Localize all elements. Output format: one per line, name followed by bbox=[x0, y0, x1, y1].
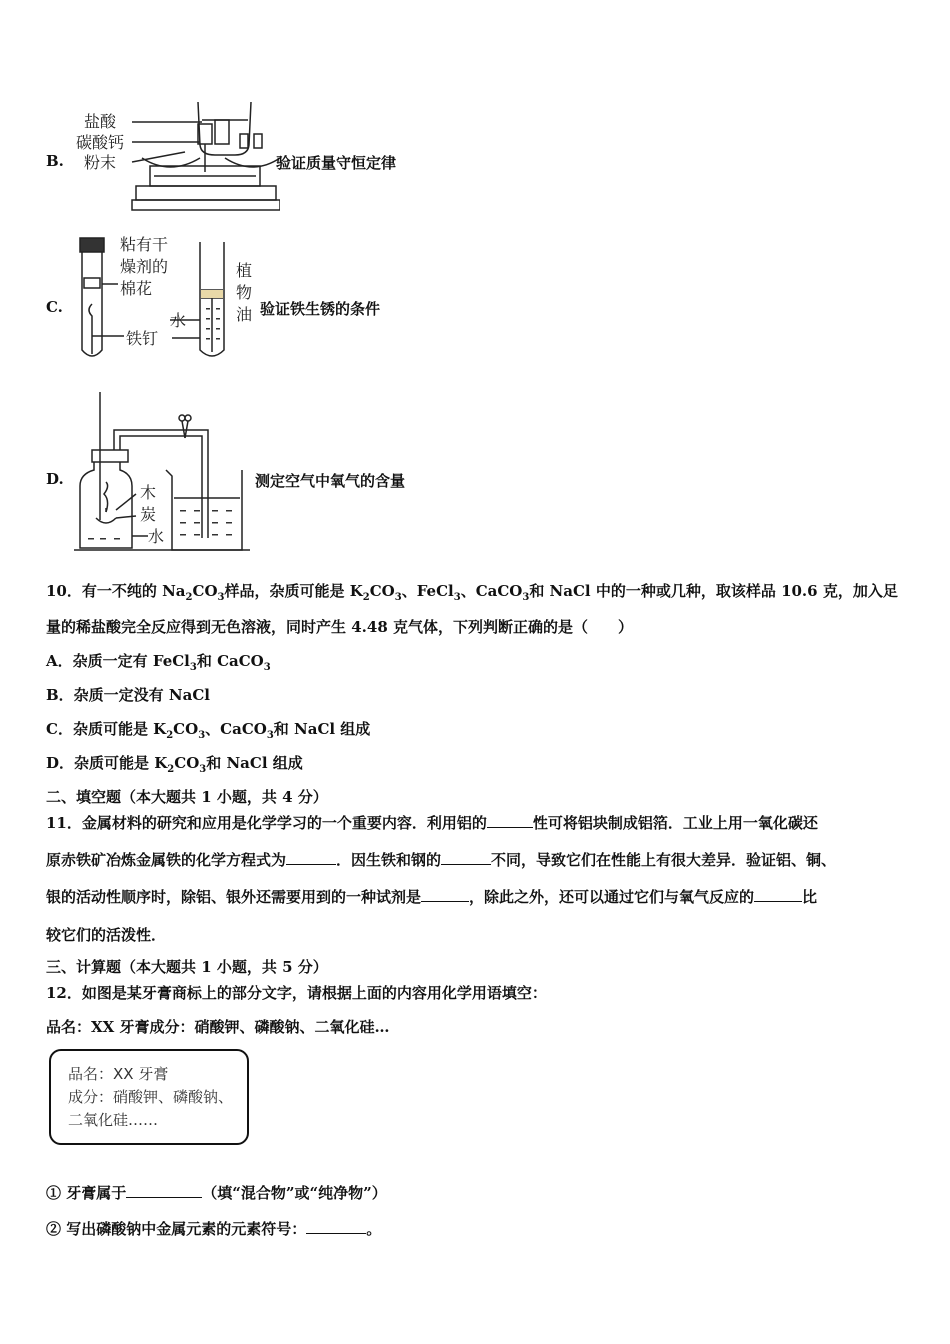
label-water: 水 bbox=[170, 311, 187, 330]
q12-sub1: ① 牙膏属于 （填“混合物”或“纯净物”） bbox=[46, 1184, 387, 1202]
q11-line4: 较它们的活泼性． bbox=[46, 926, 167, 944]
q10-option-c[interactable]: C．杂质可能是 $K_2CO_3$、CaCO$_3$和 NaCl 组成 bbox=[46, 720, 371, 741]
option-b-caption: 验证质量守恒定律 bbox=[276, 154, 397, 172]
option-d-letter: D. bbox=[46, 470, 64, 488]
option-d-caption: 测定空气中氧气的含量 bbox=[255, 472, 406, 490]
balance-figure bbox=[70, 100, 280, 215]
box-line-3: 二氧化硅…… bbox=[68, 1111, 159, 1129]
label-oil2: 物 bbox=[236, 283, 253, 302]
label-hcl: 盐酸 bbox=[84, 112, 117, 131]
section-2-heading: 二、填空题（本大题共 1 小题，共 4 分） bbox=[46, 788, 328, 806]
q10-option-a[interactable]: A．杂质一定有 FeCl$_3$和 CaCO$_3$ bbox=[46, 652, 271, 673]
q11-blank-5[interactable] bbox=[754, 886, 802, 902]
label-caco3: 碳酸钙 bbox=[76, 133, 125, 152]
q11-blank-3[interactable] bbox=[441, 849, 491, 865]
q11-line2: 原赤铁矿冶炼金属铁的化学方程式为 ．因生铁和钢的 不同，导致它们在性能上有很大差异．验证铝、铜、 bbox=[46, 851, 837, 869]
q12-intro: 12．如图是某牙膏商标上的部分文字，请根据上面的内容用化学用语填空： bbox=[46, 984, 547, 1002]
q10-line1: 10．有一不纯的 $Na_2CO_3$样品，杂质可能是 $K_2CO_3$、FeCl$_3$、CaCO$_3$和 NaCl 中的一种或几种，取该样品 10.6 克，加入足 bbox=[46, 582, 898, 603]
q10-option-d[interactable]: D．杂质可能是 $K_2CO_3$和 NaCl 组成 bbox=[46, 754, 303, 775]
q12-product-text: 品名：XX 牙膏成分：硝酸钾、磷酸钠、二氧化硅… bbox=[46, 1018, 390, 1036]
option-c-caption: 验证铁生锈的条件 bbox=[260, 300, 381, 318]
label-cotton: 棉花 bbox=[120, 279, 153, 298]
iron-rust-figure bbox=[70, 232, 260, 367]
q10-option-b[interactable]: B．杂质一定没有 NaCl bbox=[46, 686, 210, 704]
label-charcoal1: 木 bbox=[140, 483, 157, 502]
q11-line1: 11．金属材料的研究和应用是化学学习的一个重要内容．利用铝的 性可将铝块制成铝箔．工业上用一氧化碳还 bbox=[46, 814, 818, 832]
q12-sub2: ② 写出磷酸钠中金属元素的元素符号： 。 bbox=[46, 1220, 382, 1238]
label-charcoal2: 炭 bbox=[140, 505, 157, 524]
label-drying1: 粘有干 bbox=[120, 235, 169, 254]
option-b-letter: B. bbox=[46, 152, 64, 170]
q11-blank-4[interactable] bbox=[421, 886, 469, 902]
q11-line3: 银的活动性顺序时，除铝、银外还需要用到的一种试剂是 ，除此之外，还可以通过它们与氧气反应的 比 bbox=[46, 888, 818, 906]
q10-line2: 量的稀盐酸完全反应得到无色溶液，同时产生 4.48 克气体，下列判断正确的是（ ） bbox=[46, 618, 633, 636]
q12-blank-1[interactable] bbox=[126, 1182, 202, 1198]
oxygen-figure bbox=[70, 390, 255, 555]
q11-blank-1[interactable] bbox=[487, 812, 533, 828]
box-line-1: 品名：XX 牙膏 bbox=[68, 1065, 169, 1083]
label-water-d: 水 bbox=[148, 527, 165, 546]
label-drying2: 燥剂的 bbox=[120, 257, 169, 276]
q11-blank-2[interactable] bbox=[286, 849, 336, 865]
toothpaste-label-box bbox=[49, 1049, 249, 1145]
label-powder: 粉末 bbox=[84, 153, 117, 172]
label-oil3: 油 bbox=[236, 305, 253, 324]
box-line-2: 成分：硝酸钾、磷酸钠、 bbox=[68, 1088, 234, 1106]
section-3-heading: 三、计算题（本大题共 1 小题，共 5 分） bbox=[46, 958, 328, 976]
q12-blank-2[interactable] bbox=[306, 1218, 366, 1234]
label-nail: 铁钉 bbox=[126, 329, 159, 348]
label-oil1: 植 bbox=[236, 261, 253, 280]
option-c-letter: C. bbox=[46, 298, 63, 316]
